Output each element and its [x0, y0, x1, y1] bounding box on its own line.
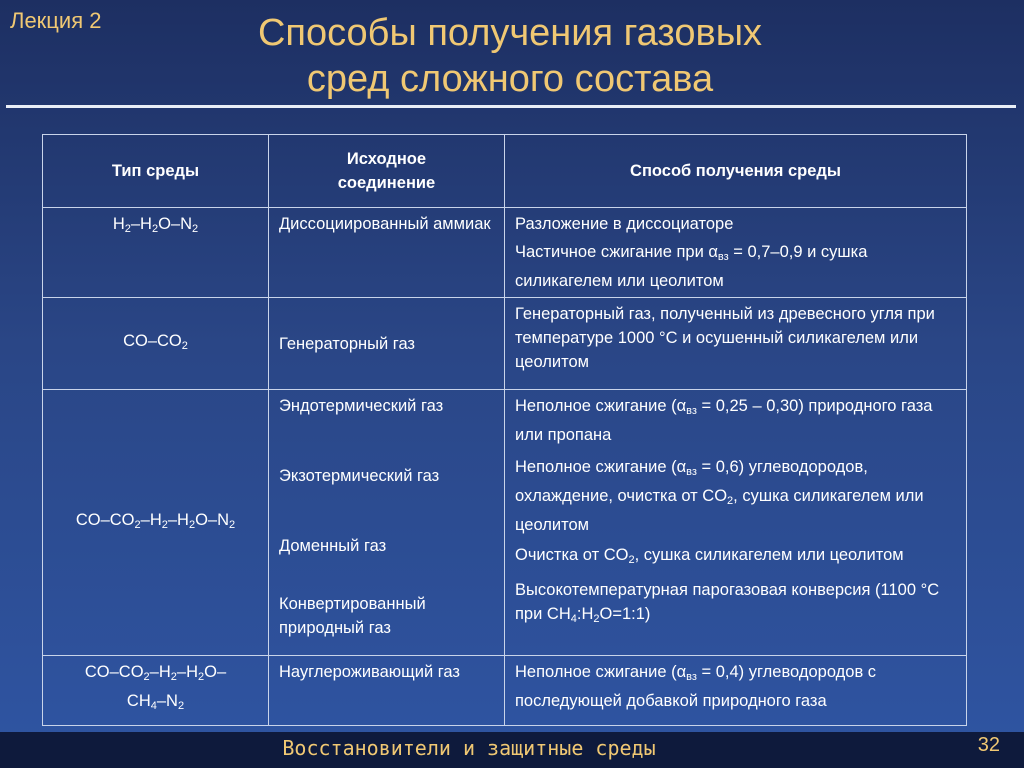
cell-source: Генераторный газ — [269, 298, 505, 390]
method-line — [515, 394, 956, 447]
cell-source: Диссоциированный аммиак — [269, 208, 505, 298]
cell-source-group — [269, 390, 505, 656]
subscript: 2 — [151, 223, 159, 235]
source-item: Экзотермический газ — [279, 467, 440, 485]
text-run: Неполное сжигание (α — [515, 458, 687, 476]
subscript: 2 — [181, 340, 188, 352]
subscript: вз — [717, 251, 729, 263]
source-item: Конвертированный природный газ — [279, 595, 426, 637]
method-line: Разложение в диссоциаторе — [515, 215, 734, 233]
title-line-2: сред сложного состава — [306, 58, 714, 100]
text-run: –H — [130, 215, 152, 233]
subscript: 2 — [229, 519, 236, 531]
subscript: 2 — [197, 671, 205, 683]
method-line — [515, 240, 956, 293]
table-row — [43, 656, 967, 726]
text-run: :H — [576, 605, 594, 623]
header-method: Способ получения среды — [505, 135, 967, 208]
source-item: Доменный газ — [279, 537, 387, 555]
subscript: 2 — [192, 223, 199, 235]
text-run: –H — [149, 663, 171, 681]
subscript: вз — [686, 671, 697, 683]
text-run: H — [112, 215, 125, 233]
text-run: , сушка силикагелем или цеолитом — [515, 487, 924, 534]
method-line — [515, 578, 956, 631]
text-run: –H — [167, 511, 189, 529]
subscript: вз — [686, 405, 697, 417]
text-run: CO–CO — [75, 511, 135, 529]
source-item: Эндотермический газ — [279, 397, 444, 415]
text-run: = 0,6) углеводородов, охлаждение, очистка от CO — [515, 458, 868, 505]
text-run: CH — [126, 692, 151, 710]
subscript: 2 — [628, 554, 635, 566]
cell-method — [505, 208, 967, 298]
text-run: O– — [204, 663, 227, 681]
text-run: O–N — [195, 511, 230, 529]
table-header-row — [43, 135, 967, 208]
text-run: –H — [176, 663, 198, 681]
cell-type — [43, 298, 269, 390]
slide-title — [150, 10, 870, 102]
subscript: 4 — [150, 700, 157, 712]
title-line-1: Способы получения газовых — [257, 12, 763, 54]
table-row — [43, 390, 967, 656]
text-run: –H — [140, 511, 162, 529]
subscript: вз — [686, 466, 697, 478]
footer-title: Восстановители и защитные среды — [282, 736, 656, 760]
cell-method: Генераторный газ, полученный из древесного угля при температуре 1000 °С и осушенный силикагелем или цеолитом — [505, 298, 967, 390]
table-row — [43, 298, 967, 390]
subscript: 2 — [143, 671, 150, 683]
text-run: Очистка от CO — [515, 546, 629, 564]
subscript: 4 — [570, 613, 577, 625]
text-run: = 0,7–0,9 и сушка силикагелем или цеолитом — [515, 243, 868, 290]
cell-source: Науглероживающий газ — [269, 656, 505, 726]
subscript: 2 — [727, 495, 734, 507]
cell-type — [43, 208, 269, 298]
text-run: Высокотемпературная парогазовая конверсия (1100 °С при CH — [515, 581, 940, 623]
subscript: 2 — [134, 519, 141, 531]
cell-method — [505, 656, 967, 726]
method-line — [515, 455, 956, 537]
text-run: Неполное сжигание (α — [515, 663, 687, 681]
cell-method — [505, 390, 967, 656]
cell-type — [43, 656, 269, 726]
text-run: = 0,4) углеводородов с последующей добавкой природного газа — [515, 663, 877, 710]
text-run: Частичное сжигание при α — [515, 243, 718, 261]
text-run: CO–CO — [84, 663, 144, 681]
text-run: , сушка силикагелем или цеолитом — [634, 546, 904, 564]
header-source-line-1: Исходное — [346, 150, 427, 168]
table-row — [43, 208, 967, 298]
header-source — [269, 135, 505, 208]
title-divider — [6, 105, 1016, 108]
text-run: O=1:1) — [599, 605, 651, 623]
page-number: 32 — [977, 734, 1000, 756]
lecture-label: Лекция 2 — [10, 8, 102, 33]
header-source-line-2: соединение — [337, 174, 436, 192]
subscript: 2 — [124, 223, 131, 235]
text-run: –N — [156, 692, 178, 710]
text-run: = 0,25 – 0,30) природного газа или пропана — [515, 397, 933, 444]
subscript: 2 — [188, 519, 196, 531]
text-run: Неполное сжигание (α — [515, 397, 687, 415]
cell-type — [43, 390, 269, 656]
subscript: 2 — [161, 519, 168, 531]
subscript: 2 — [177, 700, 185, 712]
text-run: O–N — [158, 215, 193, 233]
gas-methods-table — [42, 134, 967, 726]
method-line — [515, 543, 956, 572]
subscript: 2 — [170, 671, 177, 683]
subscript: 2 — [593, 613, 600, 625]
header-type: Тип среды — [43, 135, 269, 208]
text-run: CO–CO — [123, 332, 182, 350]
